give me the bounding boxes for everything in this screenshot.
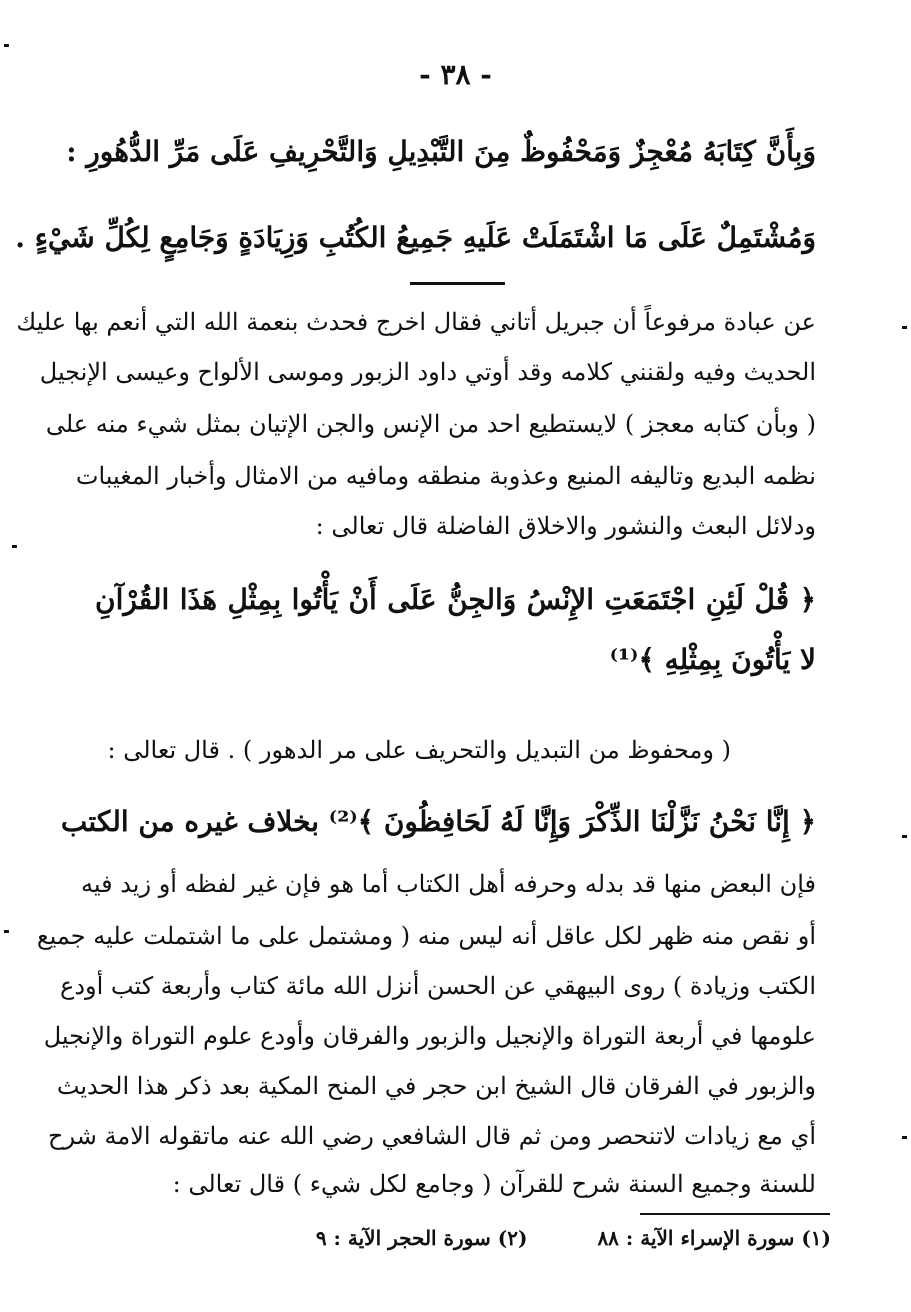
- para3-line-2: أو نقص منه ظهر لكل عاقل أنه ليس منه ( ومشتمل على ما اشتملت عليه جميع: [36, 922, 816, 950]
- page-number: - ٣٨ -: [419, 58, 492, 91]
- header-line-2: وَمُشْتَمِلٌ عَلَى مَا اشْتَمَلَتْ عَلَيهِ جَمِيعُ الكُتُبِ وَزِيَادَةٍ وَجَامِعٍ لِكُلِّ شَيْءٍ .: [15, 221, 816, 254]
- para1-line-4: نظمه البديع وتاليفه المنيع وعذوبة منطقه ومافيه من الامثال وأخبار المغيبات: [75, 462, 816, 490]
- para2-line: ( ومحفوظ من التبديل والتحريف على مر الدهور ) . قال تعالى :: [107, 736, 731, 764]
- margin-mark: [902, 1136, 907, 1139]
- para3-line-1: فإن البعض منها قد بدله وحرفه أهل الكتاب أما هو فإن غير لفظه أو زيد فيه: [81, 870, 816, 898]
- margin-mark: [4, 930, 9, 933]
- para3-line-6: أي مع زيادات لاتنحصر ومن ثم قال الشافعي رضي الله عنه ماتقوله الامة شرح: [48, 1122, 816, 1150]
- header-line-1: وَبِأَنَّ كِتَابَهُ مُعْجِزٌ وَمَحْفُوظٌ مِنَ التَّبْدِيلِ وَالتَّحْرِيفِ عَلَى مَرِّ الدُّهُورِ :: [66, 135, 816, 168]
- footnote-divider: [640, 1213, 830, 1215]
- para3-line-4: علومها في أربعة التوراة والإنجيل والزبور والفرقان وأودع علوم التوراة والإنجيل: [43, 1022, 816, 1050]
- margin-mark: [902, 835, 907, 838]
- para3-line-5: والزبور في الفرقان قال الشيخ ابن حجر في المنح المكية بعد ذكر هذا الحديث: [56, 1072, 816, 1100]
- para1-line-2: الحديث وفيه ولقنني كلامه وقد أوتي داود الزبور وموسى الألواح وعيسى الإنجيل: [39, 358, 816, 386]
- footnotes: [240, 1226, 831, 1250]
- margin-mark: [902, 326, 907, 329]
- para3-line-7: للسنة وجميع السنة شرح للقرآن ( وجامع لكل شيء ) قال تعالى :: [172, 1170, 816, 1198]
- section-divider: [410, 282, 505, 285]
- footnote-2: (٢) سورة الحجر الآية : ٩: [315, 1226, 528, 1250]
- margin-mark: [4, 44, 9, 47]
- para3-line-3: الكتب وزيادة ) روى البيهقي عن الحسن أنزل الله مائة كتاب وأربعة كتب أودع: [60, 972, 816, 1000]
- margin-mark: [12, 545, 17, 548]
- para1-line-1: عن عبادة مرفوعاً أن جبريل أتاني فقال اخرج فحدث بنعمة الله التي أنعم بها عليك: [16, 308, 816, 336]
- verse1-line-2: لا يَأْتُونَ بِمِثْلِهِ ﴾⁽¹⁾: [609, 643, 816, 676]
- para1-line-3: ( وبأن كتابه معجز ) لايستطيع احد من الإنس والجن الإتيان بمثل شيء منه على: [45, 410, 816, 438]
- verse1-line-1: ﴿ قُلْ لَئِنِ اجْتَمَعَتِ الإِنْسُ وَالجِنُّ عَلَى أَنْ يَأْتُوا بِمِثْلِ هَذَا القُرْآنِ: [95, 583, 816, 616]
- para1-line-5: ودلائل البعث والنشور والاخلاق الفاضلة قال تعالى :: [315, 512, 816, 540]
- verse2-line: ﴿ إِنَّا نَحْنُ نَزَّلْنَا الذِّكْرَ وَإِنَّا لَهُ لَحَافِظُونَ ﴾⁽²⁾ بخلاف غيره من الكتب: [60, 805, 816, 838]
- footnote-1: (١) سورة الإسراء الآية : ٨٨: [597, 1226, 831, 1250]
